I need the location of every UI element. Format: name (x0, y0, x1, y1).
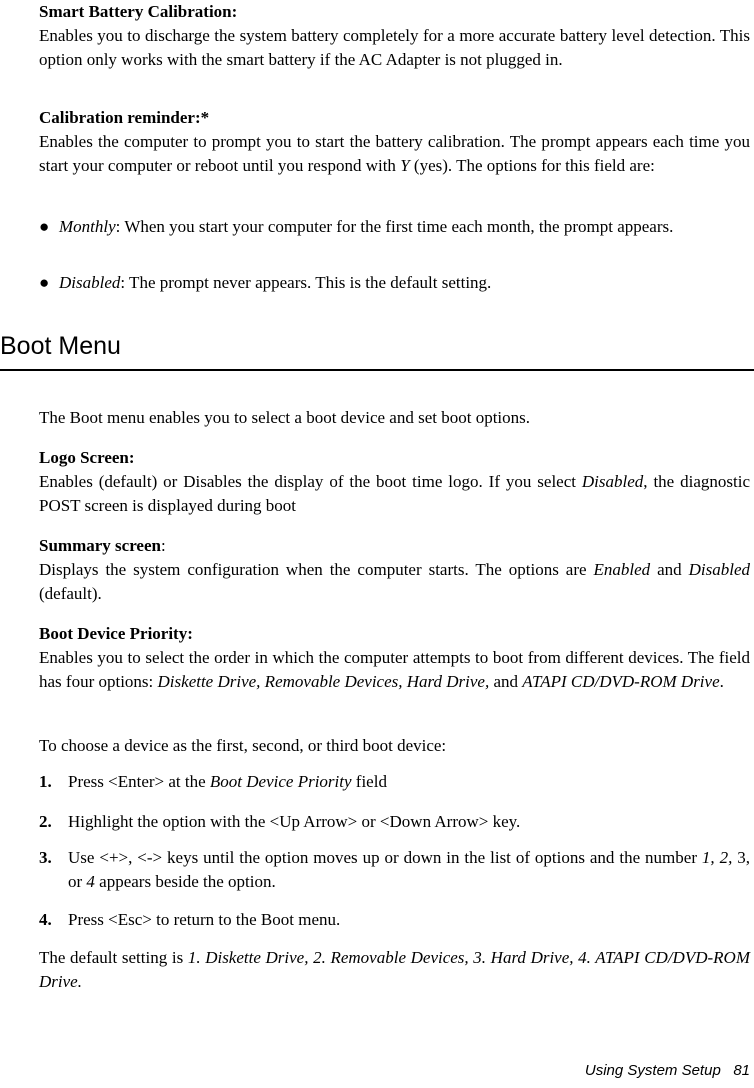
boot-priority-body (39, 646, 750, 694)
summary-heading-suffix: : (160, 536, 166, 555)
step-em2: 4 (86, 872, 95, 891)
bullet-dot-icon: ● (39, 273, 50, 292)
step-1 (39, 770, 750, 794)
boot-menu-title: Boot Menu (0, 332, 121, 360)
default-setting-text: The default setting is (39, 948, 188, 967)
step-text: Press <Enter> at the (68, 772, 210, 791)
step-3 (39, 846, 750, 894)
logo-screen-body (39, 470, 750, 518)
step-number: 3. (39, 848, 52, 867)
battery-calibration-heading: Smart Battery Calibration: (39, 2, 238, 21)
summary-screen-body (39, 558, 750, 606)
logo-screen-section (39, 446, 750, 518)
boot-priority-section (39, 622, 750, 694)
step-number: 2. (39, 812, 52, 831)
step-2 (39, 810, 750, 834)
summary-body-text: Displays the system configuration when the computer starts. The options are (39, 560, 594, 579)
priority-body-end: . (719, 672, 724, 691)
battery-calibration-body: Enables you to discharge the system battery completely for a more accurate battery level detection. This option only works with the smart battery if the AC Adapter is not plugged in. (39, 26, 750, 69)
boot-menu-intro: The Boot menu enables you to select a boot device and set boot options. (39, 408, 530, 427)
boot-priority-heading: Boot Device Priority: (39, 624, 193, 643)
bullet-monthly (39, 215, 750, 239)
calibration-reminder-section (39, 106, 750, 178)
step-4 (39, 908, 750, 932)
step-em: Boot Device Priority (209, 772, 352, 791)
bullet-term: Disabled (59, 273, 121, 292)
page-number: 81 (733, 1062, 750, 1079)
choose-device-intro: To choose a device as the first, second, or third boot device: (39, 736, 447, 755)
step-number: 1. (39, 772, 52, 791)
step-text: Press <Esc> to return to the Boot menu. (68, 910, 341, 929)
calibration-reminder-body (39, 130, 750, 178)
logo-body-em: Disabled (581, 472, 644, 491)
summary-body-mid: and (650, 560, 689, 579)
bullet-text: : When you start your computer for the first time each month, the prompt appears. (115, 217, 674, 236)
footer-label: Using System Setup (584, 1062, 721, 1079)
logo-body-text: Enables (default) or Disables the display of the boot time logo. If you select (39, 472, 582, 491)
priority-body-text: Enables you to select the order in which the computer attempts to boot from different devices. The field has four options: (39, 648, 750, 691)
reminder-body-em: Y (400, 156, 410, 175)
summary-screen-section (39, 534, 750, 606)
step-em: 1, 2, (701, 848, 733, 867)
reminder-body-text: Enables the computer to prompt you to start the battery calibration. The prompt appears each time you start your computer or reboot until you respond with (39, 132, 750, 175)
battery-calibration-section (39, 0, 750, 72)
priority-body-em2: ATAPI CD/DVD-ROM Drive (522, 672, 720, 691)
default-setting-em: 1. Diskette Drive, 2. Removable Devices, 3. Hard Drive, 4. ATAPI CD/DVD-ROM Drive. (39, 948, 750, 991)
summary-em-enabled: Enabled (593, 560, 651, 579)
page-footer (585, 1061, 750, 1081)
summary-em-disabled: Disabled (688, 560, 751, 579)
step-text-end: field (351, 772, 387, 791)
step-text-end: appears beside the option. (94, 872, 276, 891)
bullet-dot-icon: ● (39, 217, 50, 236)
priority-body-em: Diskette Drive, Removable Devices, Hard Drive, (157, 672, 490, 691)
bullet-disabled (39, 271, 750, 295)
step-text: Highlight the option with the <Up Arrow> or <Down Arrow> key. (68, 812, 521, 831)
summary-screen-heading-line (39, 534, 750, 558)
summary-screen-heading: Summary screen (39, 536, 161, 555)
step-number: 4. (39, 910, 52, 929)
step-text: Use <+>, <-> keys until the option moves up or down in the list of options and the number (68, 848, 702, 867)
calibration-reminder-heading: Calibration reminder:* (39, 108, 210, 127)
default-setting (39, 946, 750, 994)
step-text-mid: 3, or (68, 848, 750, 891)
priority-body-mid: and (489, 672, 523, 691)
bullet-term: Monthly (59, 217, 116, 236)
section-divider (0, 369, 754, 371)
reminder-body-text-end: (yes). The options for this field are: (409, 156, 655, 175)
logo-screen-heading: Logo Screen: (39, 448, 135, 467)
logo-body-text-end: , the diagnostic POST screen is displayed during boot (39, 472, 750, 515)
summary-body-end: (default). (39, 584, 102, 603)
bullet-text: : The prompt never appears. This is the default setting. (120, 273, 492, 292)
